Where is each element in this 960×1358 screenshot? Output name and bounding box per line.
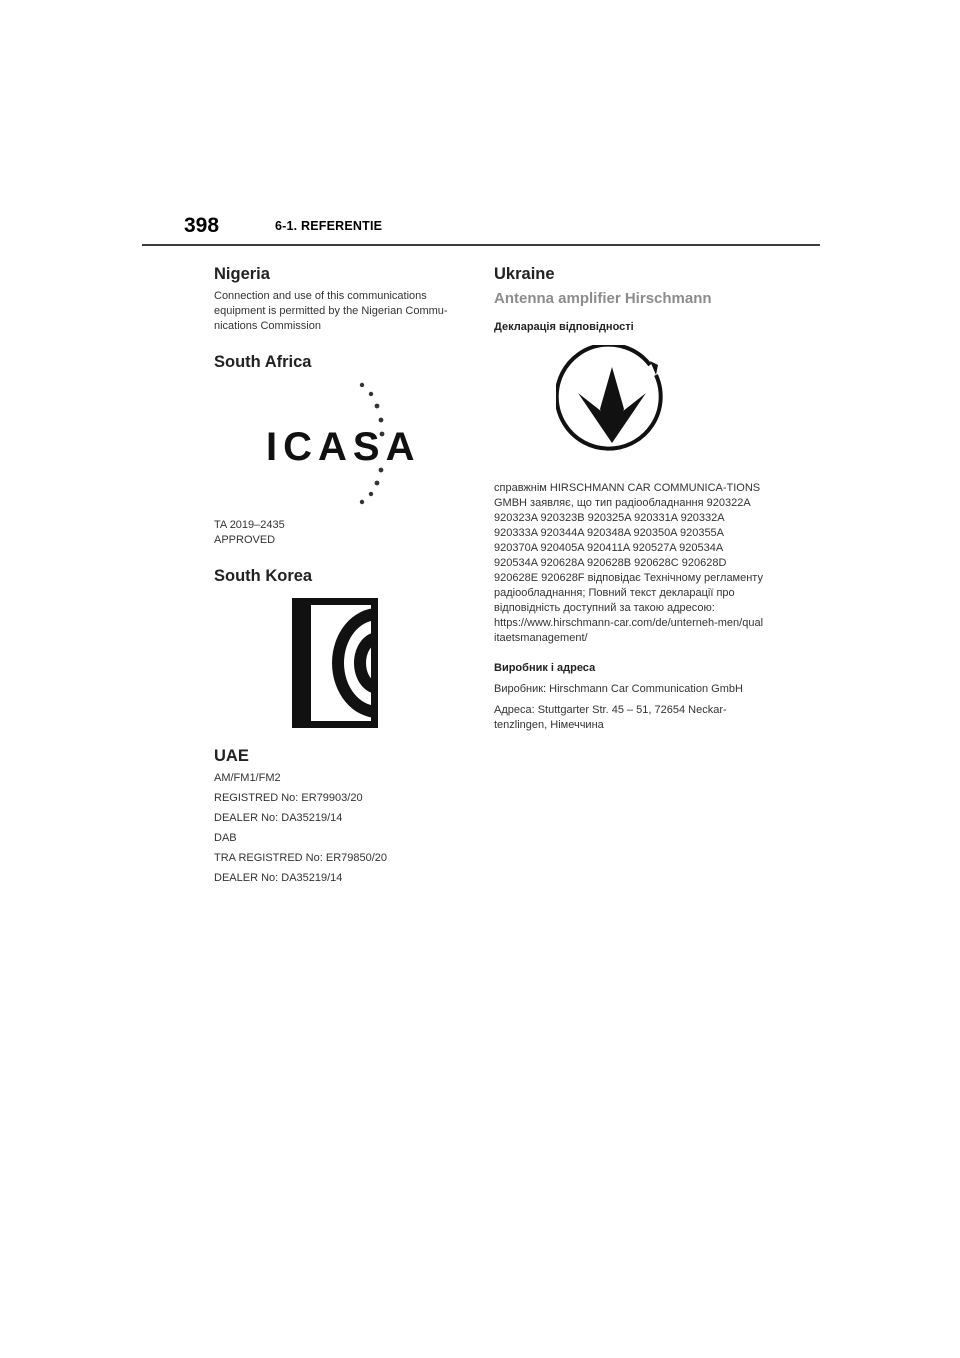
- manufacturer-text: Виробник: Hirschmann Car Communication GmbH: [494, 683, 743, 695]
- page-number: 398: [184, 214, 220, 237]
- right-column: [494, 264, 764, 733]
- south-africa-line: APPROVED: [214, 534, 276, 546]
- section-south-africa: [214, 352, 464, 548]
- nigeria-title: Nigeria: [214, 265, 270, 283]
- ukraine-subtitle: Antenna amplifier Hirschmann: [494, 290, 712, 307]
- uae-line: DEALER No: DA35219/14: [214, 872, 343, 884]
- south-africa-title: South Africa: [214, 353, 312, 371]
- south-africa-line: TA 2019–2435: [214, 519, 285, 531]
- section-uae: [214, 746, 464, 886]
- declaration-heading: Декларація відповідності: [494, 321, 634, 333]
- uae-line: AM/FM1/FM2: [214, 772, 281, 784]
- section-south-korea: [214, 566, 464, 728]
- uae-line: DAB: [214, 832, 237, 844]
- declaration-text: справжнім HIRSCHMANN CAR COMMUNICA-TIONS GMBH заявляє, що тип радіообладнання 920322A 920323A 920323B 920325A 920331A 920332A 920333A 920344A 920348A 920350A 920355A 920370A 920405A 920411A 920527A 920534A 920534A 920628A 920628B 920628C 920628D 920628E 920628F відповідає Технічному регламенту радіообладнання; Повний текст декларації про відповідність доступний за такою адресою:: [494, 482, 763, 614]
- header-rule: [142, 244, 820, 246]
- uae-line: REGISTRED No: ER79903/20: [214, 792, 363, 804]
- icasa-logo-text: ICASA: [266, 425, 421, 469]
- manufacturer-heading: Виробник і адреса: [494, 662, 596, 674]
- nigeria-text: Connection and use of this communications equipment is permitted by the Nigerian Commu-nications Commission: [214, 290, 448, 332]
- uae-line: DEALER No: DA35219/14: [214, 812, 343, 824]
- uae-title: UAE: [214, 747, 249, 765]
- page-header: [142, 214, 820, 246]
- uae-line: TRA REGISTRED No: ER79850/20: [214, 852, 388, 864]
- declaration-url: https://www.hirschmann-car.com/de/unterneh-men/qualitaetsmanagement/: [494, 617, 764, 644]
- icasa-logo: [264, 382, 444, 512]
- kc-logo: [292, 598, 378, 728]
- ukraine-conformity-mark: [556, 345, 668, 469]
- left-column: [214, 264, 464, 904]
- address-text: Адреса: Stuttgarter Str. 45 – 51, 72654 Neckar-tenzlingen, Німеччина: [494, 704, 727, 731]
- south-korea-title: South Korea: [214, 567, 313, 585]
- ukraine-title: Ukraine: [494, 265, 555, 283]
- section-nigeria: [214, 264, 464, 334]
- chapter-title: 6-1. REFERENTIE: [275, 219, 383, 233]
